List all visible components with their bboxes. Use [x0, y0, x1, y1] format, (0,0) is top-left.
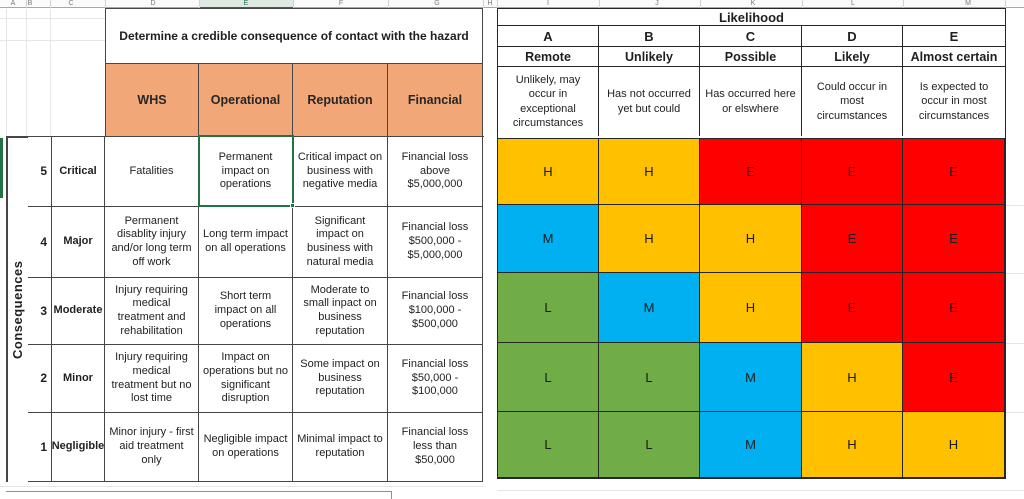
cell-1-reputation[interactable]: Minimal impact to reputation [293, 413, 388, 482]
likelihood-desc-e[interactable]: Is expected to occur in most circumstances [918, 81, 990, 122]
cell-1-operational[interactable]: Negligible impact on operations [199, 413, 293, 482]
gridline [1006, 343, 1024, 344]
cell-3-whs[interactable]: Injury requiring medical treatment and rehabilitation [105, 278, 199, 345]
next-table-top-border [6, 491, 392, 492]
likelihood-name-remote[interactable]: Remote [498, 47, 599, 67]
selected-row-indicator [0, 138, 3, 198]
column-header-c[interactable]: C [68, 0, 74, 7]
column-header-i[interactable]: I [547, 0, 549, 7]
name-cell-negligible[interactable]: Negligible [52, 413, 105, 482]
fill-handle[interactable] [290, 203, 295, 208]
header-cell-reputation[interactable]: Reputation [293, 64, 388, 136]
risk-cell-5b[interactable]: H [599, 139, 700, 205]
gridline [6, 9, 7, 136]
likelihood-desc-a[interactable]: Unlikely, may occur in exceptional circumstances [498, 67, 599, 136]
risk-cell-1c[interactable]: M [700, 412, 802, 478]
cell-2-financial[interactable]: Financial loss $50,000 - $100,000 [388, 345, 483, 413]
cell-4-whs[interactable]: Permanent disablity injury and/or long term off work [105, 207, 199, 278]
risk-cell-5e[interactable]: E [903, 139, 1005, 205]
risk-cell-4e[interactable]: E [903, 205, 1005, 273]
risk-cell-3b[interactable]: M [599, 273, 700, 343]
column-header-e[interactable]: E [243, 0, 249, 7]
likelihood-letter-e[interactable]: E [903, 26, 1005, 47]
column-tick [199, 0, 200, 8]
likelihood-name-unlikely[interactable]: Unlikely [599, 47, 700, 67]
cell-4-reputation[interactable]: Significant impact on business with natural media [293, 207, 388, 278]
likelihood-desc-c[interactable]: Has occurred here or elswhere [700, 67, 802, 136]
column-header-l[interactable]: L [851, 0, 855, 7]
gridline [0, 40, 105, 41]
risk-cell-4d[interactable]: E [802, 205, 903, 273]
column-tick [599, 0, 600, 8]
header-cell-financial[interactable]: Financial [407, 93, 463, 107]
risk-cell-1d[interactable]: H [802, 412, 903, 478]
likelihood-letter-d[interactable]: D [802, 26, 903, 47]
column-tick [293, 0, 294, 8]
gridline [1006, 205, 1024, 206]
likelihood-desc-b[interactable]: Has not occurred yet but could [599, 67, 700, 136]
cell-4-financial[interactable]: Financial loss $500,000 - $5,000,000 [388, 207, 483, 278]
column-header-a[interactable]: A [10, 0, 16, 7]
risk-cell-4c[interactable]: H [700, 205, 802, 273]
gridline [0, 18, 105, 19]
likelihood-desc-d[interactable]: Could occur in most circumstances [802, 67, 903, 136]
consequences-axis-label: Consequences [7, 137, 28, 482]
column-header-h[interactable]: H [487, 0, 493, 7]
cell-1-whs[interactable]: Minor injury - first aid treatment only [105, 413, 199, 482]
cell-5-reputation[interactable]: Critical impact on business with negative media [293, 137, 388, 207]
level-cell-3[interactable]: 3 [28, 278, 52, 345]
cell-3-reputation[interactable]: Moderate to small inpact on business reputation [293, 278, 388, 345]
column-header-g[interactable]: G [434, 0, 440, 7]
consequences-table [6, 136, 484, 482]
column-tick [1005, 0, 1006, 8]
name-cell-minor[interactable]: Minor [52, 345, 105, 413]
risk-cell-4a[interactable]: M [498, 205, 599, 273]
risk-matrix [497, 139, 1006, 479]
next-table-border [391, 491, 392, 499]
header-cell-operational[interactable]: Operational [199, 64, 293, 136]
name-cell-major[interactable]: Major [52, 207, 105, 278]
cell-2-operational[interactable]: Impact on operations but no significant disruption [199, 345, 293, 413]
column-tick [903, 0, 904, 8]
level-cell-1[interactable]: 1 [28, 413, 52, 482]
risk-cell-3c[interactable]: H [700, 273, 802, 343]
name-cell-moderate[interactable]: Moderate [52, 278, 105, 345]
name-cell-critical[interactable]: Critical [52, 137, 105, 207]
risk-cell-4b[interactable]: H [599, 205, 700, 273]
risk-cell-1b[interactable]: L [599, 412, 700, 478]
column-header-d[interactable]: D [150, 0, 156, 7]
gridline [1006, 273, 1024, 274]
risk-cell-1a[interactable]: L [498, 412, 599, 478]
risk-cell-5a[interactable]: H [498, 139, 599, 205]
cell-4-operational[interactable]: Long term impact on all operations [199, 207, 293, 278]
risk-cell-2d[interactable]: H [802, 343, 903, 412]
gridline [497, 490, 1024, 491]
consequences-title-cell[interactable]: Determine a credible consequence of contact with the hazard [105, 8, 483, 64]
level-cell-5[interactable]: 5 [28, 137, 52, 207]
risk-cell-2e[interactable]: E [903, 343, 1005, 412]
level-cell-4[interactable]: 4 [28, 207, 52, 278]
cell-5-whs[interactable]: Fatalities [105, 137, 199, 207]
cell-3-operational[interactable]: Short term impact on all operations [199, 278, 293, 345]
likelihood-letter-b[interactable]: B [599, 26, 700, 47]
likelihood-letter-c[interactable]: C [700, 26, 802, 47]
column-header-j[interactable]: J [655, 0, 659, 7]
likelihood-header [497, 8, 1006, 139]
column-header-b[interactable]: B [27, 0, 33, 7]
risk-cell-2a[interactable]: L [498, 343, 599, 412]
column-tick [497, 0, 498, 8]
column-header-f[interactable]: F [338, 0, 344, 7]
risk-cell-3e[interactable]: E [903, 273, 1005, 343]
level-cell-2[interactable]: 2 [28, 345, 52, 413]
risk-cell-3d[interactable]: E [802, 273, 903, 343]
risk-cell-1e[interactable]: H [903, 412, 1005, 478]
gridline [0, 486, 483, 487]
column-tick [50, 0, 51, 8]
cell-5-operational[interactable]: Permanent impact on operations [199, 137, 293, 207]
risk-cell-5c[interactable]: E [700, 139, 802, 205]
cell-5-financial[interactable]: Financial loss above $5,000,000 [388, 137, 483, 207]
column-tick [105, 0, 106, 8]
risk-cell-2c[interactable]: M [700, 343, 802, 412]
consequences-header-row [105, 63, 483, 137]
cell-2-whs[interactable]: Injury requiring medical treatment but no lost time [105, 345, 199, 413]
risk-cell-3a[interactable]: L [498, 273, 599, 343]
header-cell-whs[interactable]: WHS [106, 64, 199, 136]
column-tick [802, 0, 803, 8]
risk-cell-5d[interactable]: E [802, 139, 903, 205]
likelihood-title-cell[interactable]: Likelihood [498, 9, 1005, 26]
risk-cell-2b[interactable]: L [599, 343, 700, 412]
gridline [50, 9, 51, 136]
column-tick [388, 0, 389, 8]
cell-1-financial[interactable]: Financial loss less than $50,000 [388, 413, 483, 482]
gridline [26, 9, 27, 136]
gridline [1006, 412, 1024, 413]
cell-3-financial[interactable]: Financial loss $100,000 - $500,000 [388, 278, 483, 345]
column-header-k[interactable]: K [750, 0, 756, 7]
column-tick [700, 0, 701, 8]
likelihood-name-possible[interactable]: Possible [700, 47, 802, 67]
column-header-m[interactable]: M [965, 0, 971, 7]
likelihood-name-almost-certain[interactable]: Almost certain [903, 47, 1005, 67]
cell-2-reputation[interactable]: Some impact on business reputation [293, 345, 388, 413]
likelihood-letter-a[interactable]: A [498, 26, 599, 47]
likelihood-name-likely[interactable]: Likely [802, 47, 903, 67]
